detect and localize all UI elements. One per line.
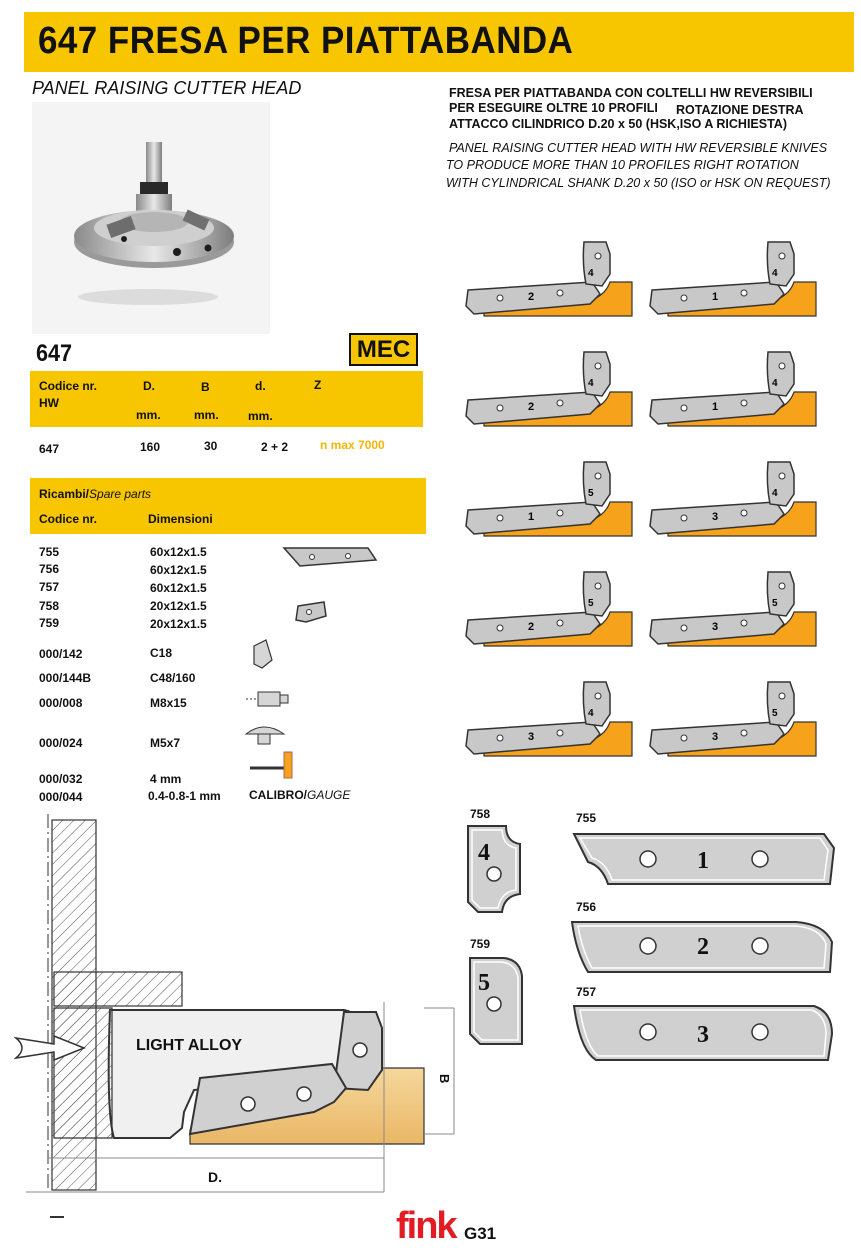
knife-hole: [557, 400, 563, 406]
gauge-label-it: CALIBRO/: [249, 788, 307, 802]
knife-756-number: 2: [697, 934, 709, 960]
model-code: 647: [36, 340, 73, 367]
profile-small-number: 5: [772, 708, 778, 719]
profile-main-number: 3: [712, 731, 719, 743]
spare-dim-000-142: C18: [150, 646, 173, 660]
spare-dim-756: 60x12x1.5: [150, 563, 207, 577]
spec-col-code: Codice nr.: [39, 379, 98, 393]
knife-hole: [595, 583, 601, 589]
spare-dim-000-024: M5x7: [150, 736, 181, 750]
hex-key-icon: [250, 752, 292, 778]
profile-small-number: 5: [588, 598, 594, 609]
knife-758-number: 4: [478, 840, 490, 866]
profile-diagram: [460, 454, 656, 554]
knife-759-code: 759: [470, 937, 491, 951]
profile-diagram: [644, 564, 840, 664]
profile-diagram: [460, 564, 656, 664]
knife-hole: [557, 620, 563, 626]
knife-758-drawing: [466, 822, 526, 914]
spare-parts-title-en: Spare parts: [89, 487, 152, 501]
knife-757-code: 757: [576, 985, 597, 999]
knife-hole: [741, 400, 747, 406]
svg-text:fink: fink: [396, 1205, 456, 1244]
page-number: G31: [464, 1224, 497, 1243]
profile-small-knife: [767, 682, 794, 726]
knife-757-drawing: [566, 1000, 842, 1064]
profile-small-number: 4: [772, 378, 778, 389]
knife-hole: [681, 405, 687, 411]
knife-756-drawing: [566, 912, 842, 976]
knife-hole: [497, 735, 503, 741]
spare-code-000-044: 000/044: [39, 790, 83, 804]
product-photo: [32, 102, 270, 334]
spec-row-rpm: n max 7000: [320, 438, 385, 452]
knife-hole: [741, 730, 747, 736]
profile-main-number: 2: [528, 291, 535, 303]
profile-main-number: 3: [712, 511, 719, 523]
profile-small-number: 4: [588, 268, 594, 279]
spare-code-000-144b: 000/144B: [39, 671, 92, 685]
knife-hole: [681, 515, 687, 521]
spare-dim-755: 60x12x1.5: [150, 545, 207, 559]
desc-en-line-3: WITH CYLINDRICAL SHANK D.20 x 50 (ISO or HSK ON REQUEST): [446, 176, 831, 190]
knife-hole: [741, 290, 747, 296]
knife-hole: [779, 473, 785, 479]
screw-m5-icon: [246, 727, 284, 744]
profile-small-number: 5: [588, 488, 594, 499]
spare-code-758: 758: [39, 599, 60, 613]
spec-unit-bore: mm.: [248, 409, 273, 423]
spare-dim-000-008: M8x15: [150, 696, 187, 710]
spec-row-b: 30: [204, 439, 218, 453]
desc-en-line-2: TO PRODUCE MORE THAN 10 PROFILES RIGHT ROTATION: [446, 158, 799, 172]
desc-en-line-1: PANEL RAISING CUTTER HEAD WITH HW REVERSIBLE KNIVES: [449, 141, 828, 155]
spare-code-000-008: 000/008: [39, 696, 83, 710]
profile-diagram: [644, 344, 840, 444]
profile-small-knife: [767, 242, 794, 286]
profile-main-number: 3: [712, 621, 719, 633]
knife-hole: [779, 253, 785, 259]
knife-hole: [497, 625, 503, 631]
margin-mark: [50, 1216, 64, 1218]
spare-parts-title: [39, 487, 151, 501]
spec-row-bore: 2 + 2: [261, 440, 289, 454]
spare-dim-000-144b: C48/160: [150, 671, 196, 685]
knife-hole: [497, 515, 503, 521]
knife-hole: [595, 693, 601, 699]
spec-row-code: 647: [39, 442, 60, 456]
gauge-label-en: GAUGE: [307, 788, 351, 802]
spare-col-code: Codice nr.: [39, 512, 98, 526]
mec-badge: MEC: [349, 333, 418, 366]
profile-main-number: 1: [712, 291, 719, 303]
profile-diagram: [644, 674, 840, 774]
light-alloy-label: LIGHT ALLOY: [136, 1037, 243, 1054]
knife-hole: [741, 510, 747, 516]
long-knife-icon: [284, 548, 376, 566]
knife-hole: [779, 363, 785, 369]
knife-hole: [595, 473, 601, 479]
profile-small-knife: [767, 352, 794, 396]
spare-dim-000-032: 4 mm: [150, 772, 182, 786]
spare-code-000-024: 000/024: [39, 736, 83, 750]
knife-759-number: 5: [478, 970, 490, 996]
spec-unit-b: mm.: [194, 408, 219, 422]
spare-code-000-032: 000/032: [39, 772, 83, 786]
desc-it-line-1: FRESA PER PIATTABANDA CON COLTELLI HW REVERSIBILI: [449, 86, 813, 100]
spare-parts-title-it: Ricambi/: [39, 487, 90, 501]
profile-small-number: 4: [772, 488, 778, 499]
spare-dim-757: 60x12x1.5: [150, 581, 207, 595]
profile-small-number: 4: [588, 708, 594, 719]
knife-hole: [741, 620, 747, 626]
spec-col-bore: d.: [255, 379, 266, 393]
spec-col-d: D.: [143, 379, 155, 393]
knife-755-number: 1: [697, 848, 709, 874]
profile-diagram: [460, 674, 656, 774]
spare-knife-icons: [280, 540, 380, 630]
knife-hole: [779, 693, 785, 699]
spare-code-759: 759: [39, 616, 60, 630]
knife-hole: [681, 735, 687, 741]
desc-it-line-2: PER ESEGUIRE OLTRE 10 PROFILI: [449, 101, 658, 115]
spec-col-hw: HW: [39, 396, 59, 410]
profile-main-number: 3: [528, 731, 535, 743]
desc-it-line-4: ATTACCO CILINDRICO D.20 x 50 (HSK,ISO A RICHIESTA): [449, 117, 787, 131]
profile-diagram: [460, 344, 656, 444]
profile-main-number: 1: [712, 401, 719, 413]
spare-dim-759: 20x12x1.5: [150, 617, 207, 631]
fink-logo: [396, 1198, 462, 1244]
spare-dim-000-044: 0.4-0.8-1 mm: [148, 789, 221, 803]
knife-758-code: 758: [470, 807, 491, 821]
knife-hole: [557, 510, 563, 516]
spec-col-b: B: [201, 380, 210, 394]
knife-hole: [681, 295, 687, 301]
knife-hole: [595, 253, 601, 259]
profile-diagram: [644, 454, 840, 554]
spare-code-756: 756: [39, 562, 60, 576]
knife-hole: [681, 625, 687, 631]
profile-diagram: [460, 234, 656, 334]
profile-small-knife: [583, 682, 610, 726]
spare-code-757: 757: [39, 580, 60, 594]
gauge-label: [249, 788, 350, 802]
cutter-head-illustration: [32, 102, 270, 334]
page-subtitle: PANEL RAISING CUTTER HEAD: [32, 78, 302, 98]
dim-b-label: B: [437, 1074, 452, 1084]
profile-small-knife: [583, 242, 610, 286]
profile-small-knife: [767, 462, 794, 506]
short-knife-icon: [296, 602, 326, 622]
knife-756-code: 756: [576, 900, 597, 914]
spec-row-d: 160: [140, 440, 161, 454]
knife-hole: [557, 730, 563, 736]
page-title: 647 FRESA PER PIATTABANDA: [38, 20, 574, 62]
profiles-grid: [440, 230, 860, 770]
knife-hole: [779, 583, 785, 589]
spare-code-755: 755: [39, 545, 60, 559]
profile-small-knife: [583, 572, 610, 616]
profile-small-number: 5: [772, 598, 778, 609]
profile-small-knife: [583, 462, 610, 506]
desc-it-line-3: ROTAZIONE DESTRA: [676, 103, 804, 117]
knife-757-number: 3: [697, 1022, 709, 1048]
profile-main-number: 1: [528, 511, 535, 523]
profile-diagram: [644, 234, 840, 334]
knife-hole: [557, 290, 563, 296]
spare-col-dim: Dimensioni: [148, 512, 213, 526]
ring-icon: [254, 640, 272, 668]
dim-d-label: D.: [208, 1169, 222, 1185]
profile-small-knife: [767, 572, 794, 616]
knife-759-drawing: [466, 954, 526, 1046]
knife-755-drawing: [566, 826, 842, 888]
spare-hardware-icons: [244, 636, 304, 786]
spare-dim-758: 20x12x1.5: [150, 599, 207, 613]
section-drawing: [14, 812, 464, 1194]
knife-hole: [595, 363, 601, 369]
profile-main-number: 2: [528, 401, 535, 413]
profile-small-knife: [583, 352, 610, 396]
spec-col-z: Z: [314, 378, 322, 392]
knife-hole: [497, 405, 503, 411]
profile-main-number: 2: [528, 621, 535, 633]
knife-755-code: 755: [576, 811, 597, 825]
profile-small-number: 4: [772, 268, 778, 279]
knife-hole: [497, 295, 503, 301]
profile-small-number: 4: [588, 378, 594, 389]
spare-code-000-142: 000/142: [39, 647, 83, 661]
spec-unit-d: mm.: [136, 408, 161, 422]
screw-m8-icon: [246, 692, 288, 706]
